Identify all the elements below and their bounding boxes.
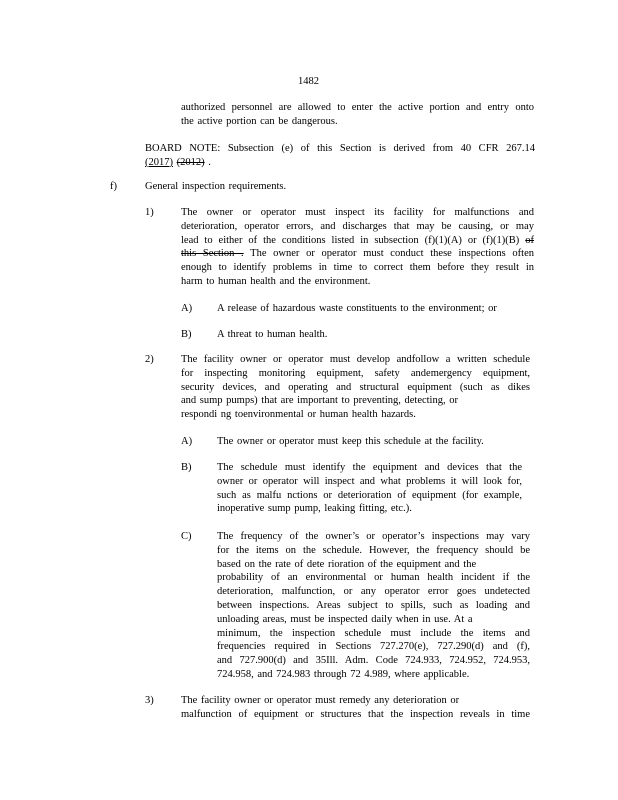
text-line: The schedule must identify the equipment and devices that the: [217, 462, 522, 473]
item-2a-text: The owner or operator must keep this schedule at the facility.: [217, 436, 484, 447]
text-line: authorized personnel are allowed to enter the active portion and entry onto: [181, 102, 534, 113]
text-line: and sump pumps) that are important to preventing, detecting, or: [181, 395, 458, 407]
text-line: respondi ng toenvironmental or human health hazards.: [181, 409, 416, 421]
text-line: inoperative sump pump, leaking fitting, etc.).: [217, 503, 412, 515]
text-line: and 727.900(d) and 35Ill. Adm. Code 724.933, 724.952, 724.953,: [217, 655, 530, 667]
item-1b-text: A threat to human health.: [217, 329, 328, 340]
text-line: frequencies required in Sections 727.270(e), 727.290(d) and (f),: [217, 641, 530, 653]
item-3-text: [181, 694, 530, 722]
text-line: owner or operator will inspect and what problems it will look for,: [217, 475, 522, 487]
item-1-text: [181, 206, 534, 289]
item-2-text: [181, 353, 530, 422]
item-3-label: 3): [145, 695, 154, 706]
amended-year: (2017): [145, 156, 173, 168]
deleted-text: of: [525, 234, 534, 246]
text-line: malfunction of equipment or structures that the inspection reveals in time: [181, 708, 530, 720]
board-note-line-2: (2017) (2012) .: [145, 156, 211, 168]
text-line: deterioration, malfunction, or any operator error goes undetected: [217, 586, 530, 598]
board-note: [145, 142, 535, 170]
intro-paragraph: [181, 101, 534, 129]
item-2c-text: [217, 530, 530, 682]
text-line: between inspections. Areas subject to spills, such as loading and: [217, 599, 530, 611]
section-f-heading: General inspection requirements.: [145, 181, 287, 192]
text-line: deterioration, operator errors, and discharges that may be causing, or may: [181, 220, 534, 232]
page-number: 1482: [298, 76, 319, 87]
text-line: for inspecting monitoring equipment, safety andemergency equipment,: [181, 367, 530, 379]
item-2-label: 2): [145, 354, 154, 365]
text-line: probability of an environmental or human health incident if the: [217, 572, 530, 584]
text-line: minimum, the inspection schedule must include the items and: [217, 627, 530, 639]
text-line: unloading areas, must be inspected daily when in use. At a: [217, 613, 473, 625]
text-line: The facility owner or operator must develop andfollow a written schedule: [181, 354, 530, 365]
item-2b-text: [217, 461, 522, 516]
text-line: enough to identify problems in time to correct them before they result in: [181, 262, 534, 274]
text-line: based on the rate of dete rioration of the equipment and the: [217, 558, 477, 570]
text-line: The owner or operator must inspect its facility for malfunctions and: [181, 207, 534, 218]
item-2a-label: A): [181, 436, 193, 447]
board-note-line: BOARD NOTE: Subsection (e) of this Section is derived from 40 CFR 267.14: [145, 143, 535, 154]
text-line: for the items on the schedule. However, the frequency should be: [217, 544, 530, 556]
item-1-label: 1): [145, 207, 154, 218]
deleted-text: this Section .: [181, 248, 244, 260]
deleted-year: (2012): [176, 156, 205, 168]
text-line: The frequency of the owner’s or operator’s inspections may vary: [217, 531, 530, 542]
text-line: this Section . The owner or operator must conduct these inspections often: [181, 248, 535, 260]
item-1a-text: A release of hazardous waste constituents to the environment; or: [217, 303, 497, 314]
section-f-label: f): [110, 181, 117, 192]
text-line: The facility owner or operator must remedy any deterioration or: [181, 695, 460, 706]
text-line: harm to human health and the environment.: [181, 275, 371, 287]
item-2b-label: B): [181, 462, 192, 473]
text-line: lead to either of the conditions listed in subsection (f)(1)(A) or (f)(1)(B) of: [181, 234, 534, 246]
text-line: 724.958, and 724.983 through 72 4.989, where applicable.: [217, 668, 470, 680]
item-1b-label: B): [181, 329, 192, 340]
text-line: such as malfu nctions or deterioration of equipment (for example,: [217, 489, 522, 501]
text-line: security devices, and operating and structural equipment (such as dikes: [181, 381, 530, 393]
text-line: the active portion can be dangerous.: [181, 115, 338, 127]
item-1a-label: A): [181, 303, 193, 314]
item-2c-label: C): [181, 531, 192, 542]
